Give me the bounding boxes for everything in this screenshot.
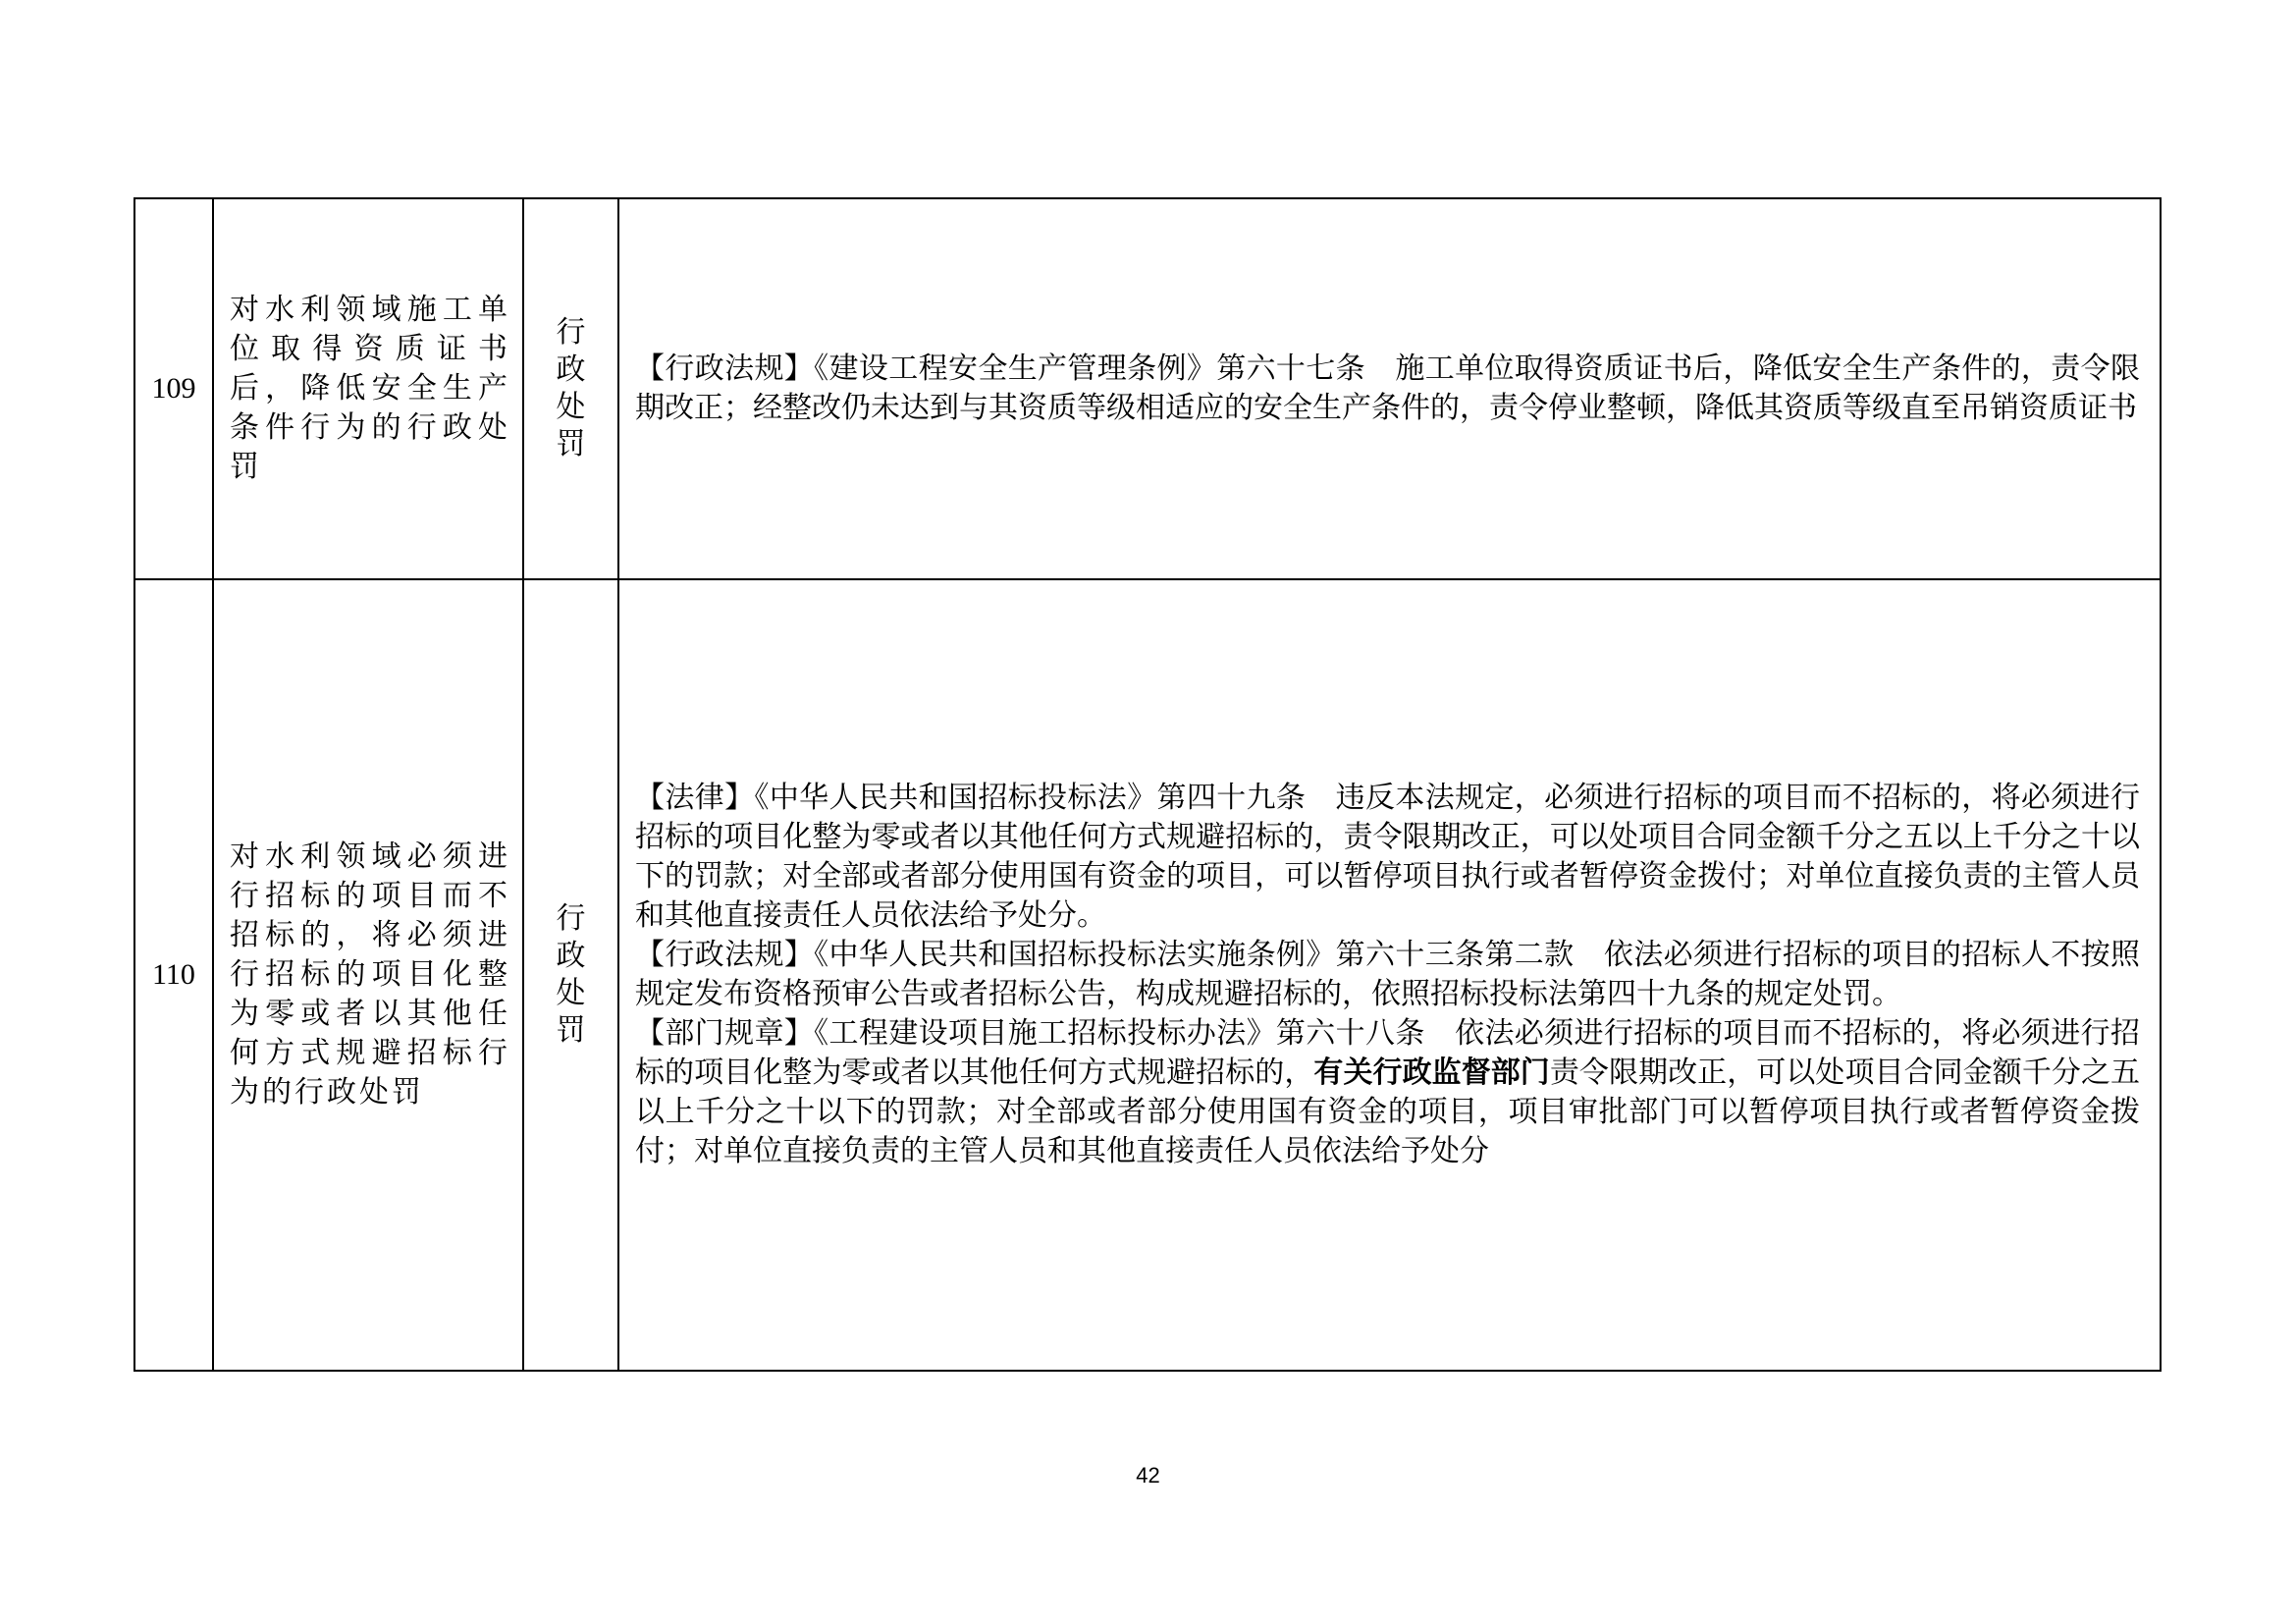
- legal-basis-cell: [618, 579, 2161, 1371]
- legal-basis-emphasis: 有关行政监督部门: [1313, 1056, 1550, 1090]
- legal-basis-tag: 【部门规章】: [635, 1016, 815, 1051]
- legal-basis-paragraph: [635, 936, 2140, 1014]
- legal-basis-tag: 【行政法规】: [635, 938, 815, 972]
- table-row: [134, 579, 2161, 1371]
- legal-basis-text: 《工程建设项目施工招标投标办法》第六十八条 依法必须进行招标的项目而不招标的，将必须进行招标的项目化整为零或者以其他任何方式规避招标的，: [635, 1016, 2141, 1090]
- legal-basis-cell: [618, 198, 2161, 579]
- penalty-type-text: 行政处罚: [556, 900, 586, 1048]
- penalty-type-text: 行政处罚: [556, 314, 586, 461]
- legal-basis-text: 《中华人民共和国招标投标法实施条例》第六十三条第二款 依法必须进行招标的项目的招标人不按照规定发布资格预审公告或者招标公告，构成规避招标的，依照招标投标法第四十九条的规定处罚。: [635, 938, 2141, 1011]
- page-number: 42: [1136, 1463, 1160, 1488]
- legal-basis-paragraph: [635, 779, 2140, 936]
- penalty-type-cell: [523, 198, 618, 579]
- legal-basis-paragraph: [635, 1014, 2140, 1171]
- legal-basis-tag: 【行政法规】: [635, 352, 815, 386]
- penalty-type-cell: [523, 579, 618, 1371]
- legal-basis-text: 责令限期改正，可以处项目合同金额千分之五以上千分之十以下的罚款；对全部或者部分使用国有资金的项目，项目审批部门可以暂停项目执行或者暂停资金拨付；对单位直接负责的主管人员和其他直接责任人员依法给予处分: [635, 1056, 2141, 1168]
- row-number: 109: [134, 198, 213, 579]
- legal-basis-tag: 【法律】: [635, 781, 755, 815]
- penalty-item-cell: [213, 579, 523, 1371]
- penalty-table: [133, 197, 2162, 1372]
- table-row: [134, 198, 2161, 579]
- legal-basis-paragraph: [635, 350, 2140, 428]
- penalty-item-cell: [213, 198, 523, 579]
- penalty-item-text: 对水利领域必须进行招标的项目而不招标的，将必须进行招标的项目化整为零或者以其他任何方式规避招标行为的行政处罚: [230, 839, 510, 1110]
- legal-basis-text: 《建设工程安全生产管理条例》第六十七条 施工单位取得资质证书后，降低安全生产条件的，责令限期改正；经整改仍未达到与其资质等级相适应的安全生产条件的，责令停业整顿，降低其资质等级直至吊销资质证书: [635, 352, 2141, 425]
- legal-basis-text: 《中华人民共和国招标投标法》第四十九条 违反本法规定，必须进行招标的项目而不招标的，将必须进行招标的项目化整为零或者以其他任何方式规避招标的，责令限期改正，可以处项目合同金额千分之五以上千分之十以下的罚款；对全部或者部分使用国有资金的项目，可以暂停项目执行或者暂停资金拨付；对单位直接负责的主管人员和其他直接责任人员依法给予处分。: [635, 781, 2141, 933]
- row-number: 110: [134, 579, 213, 1371]
- penalty-item-text: 对水利领域施工单位取得资质证书后，降低安全生产条件行为的行政处罚: [230, 293, 510, 484]
